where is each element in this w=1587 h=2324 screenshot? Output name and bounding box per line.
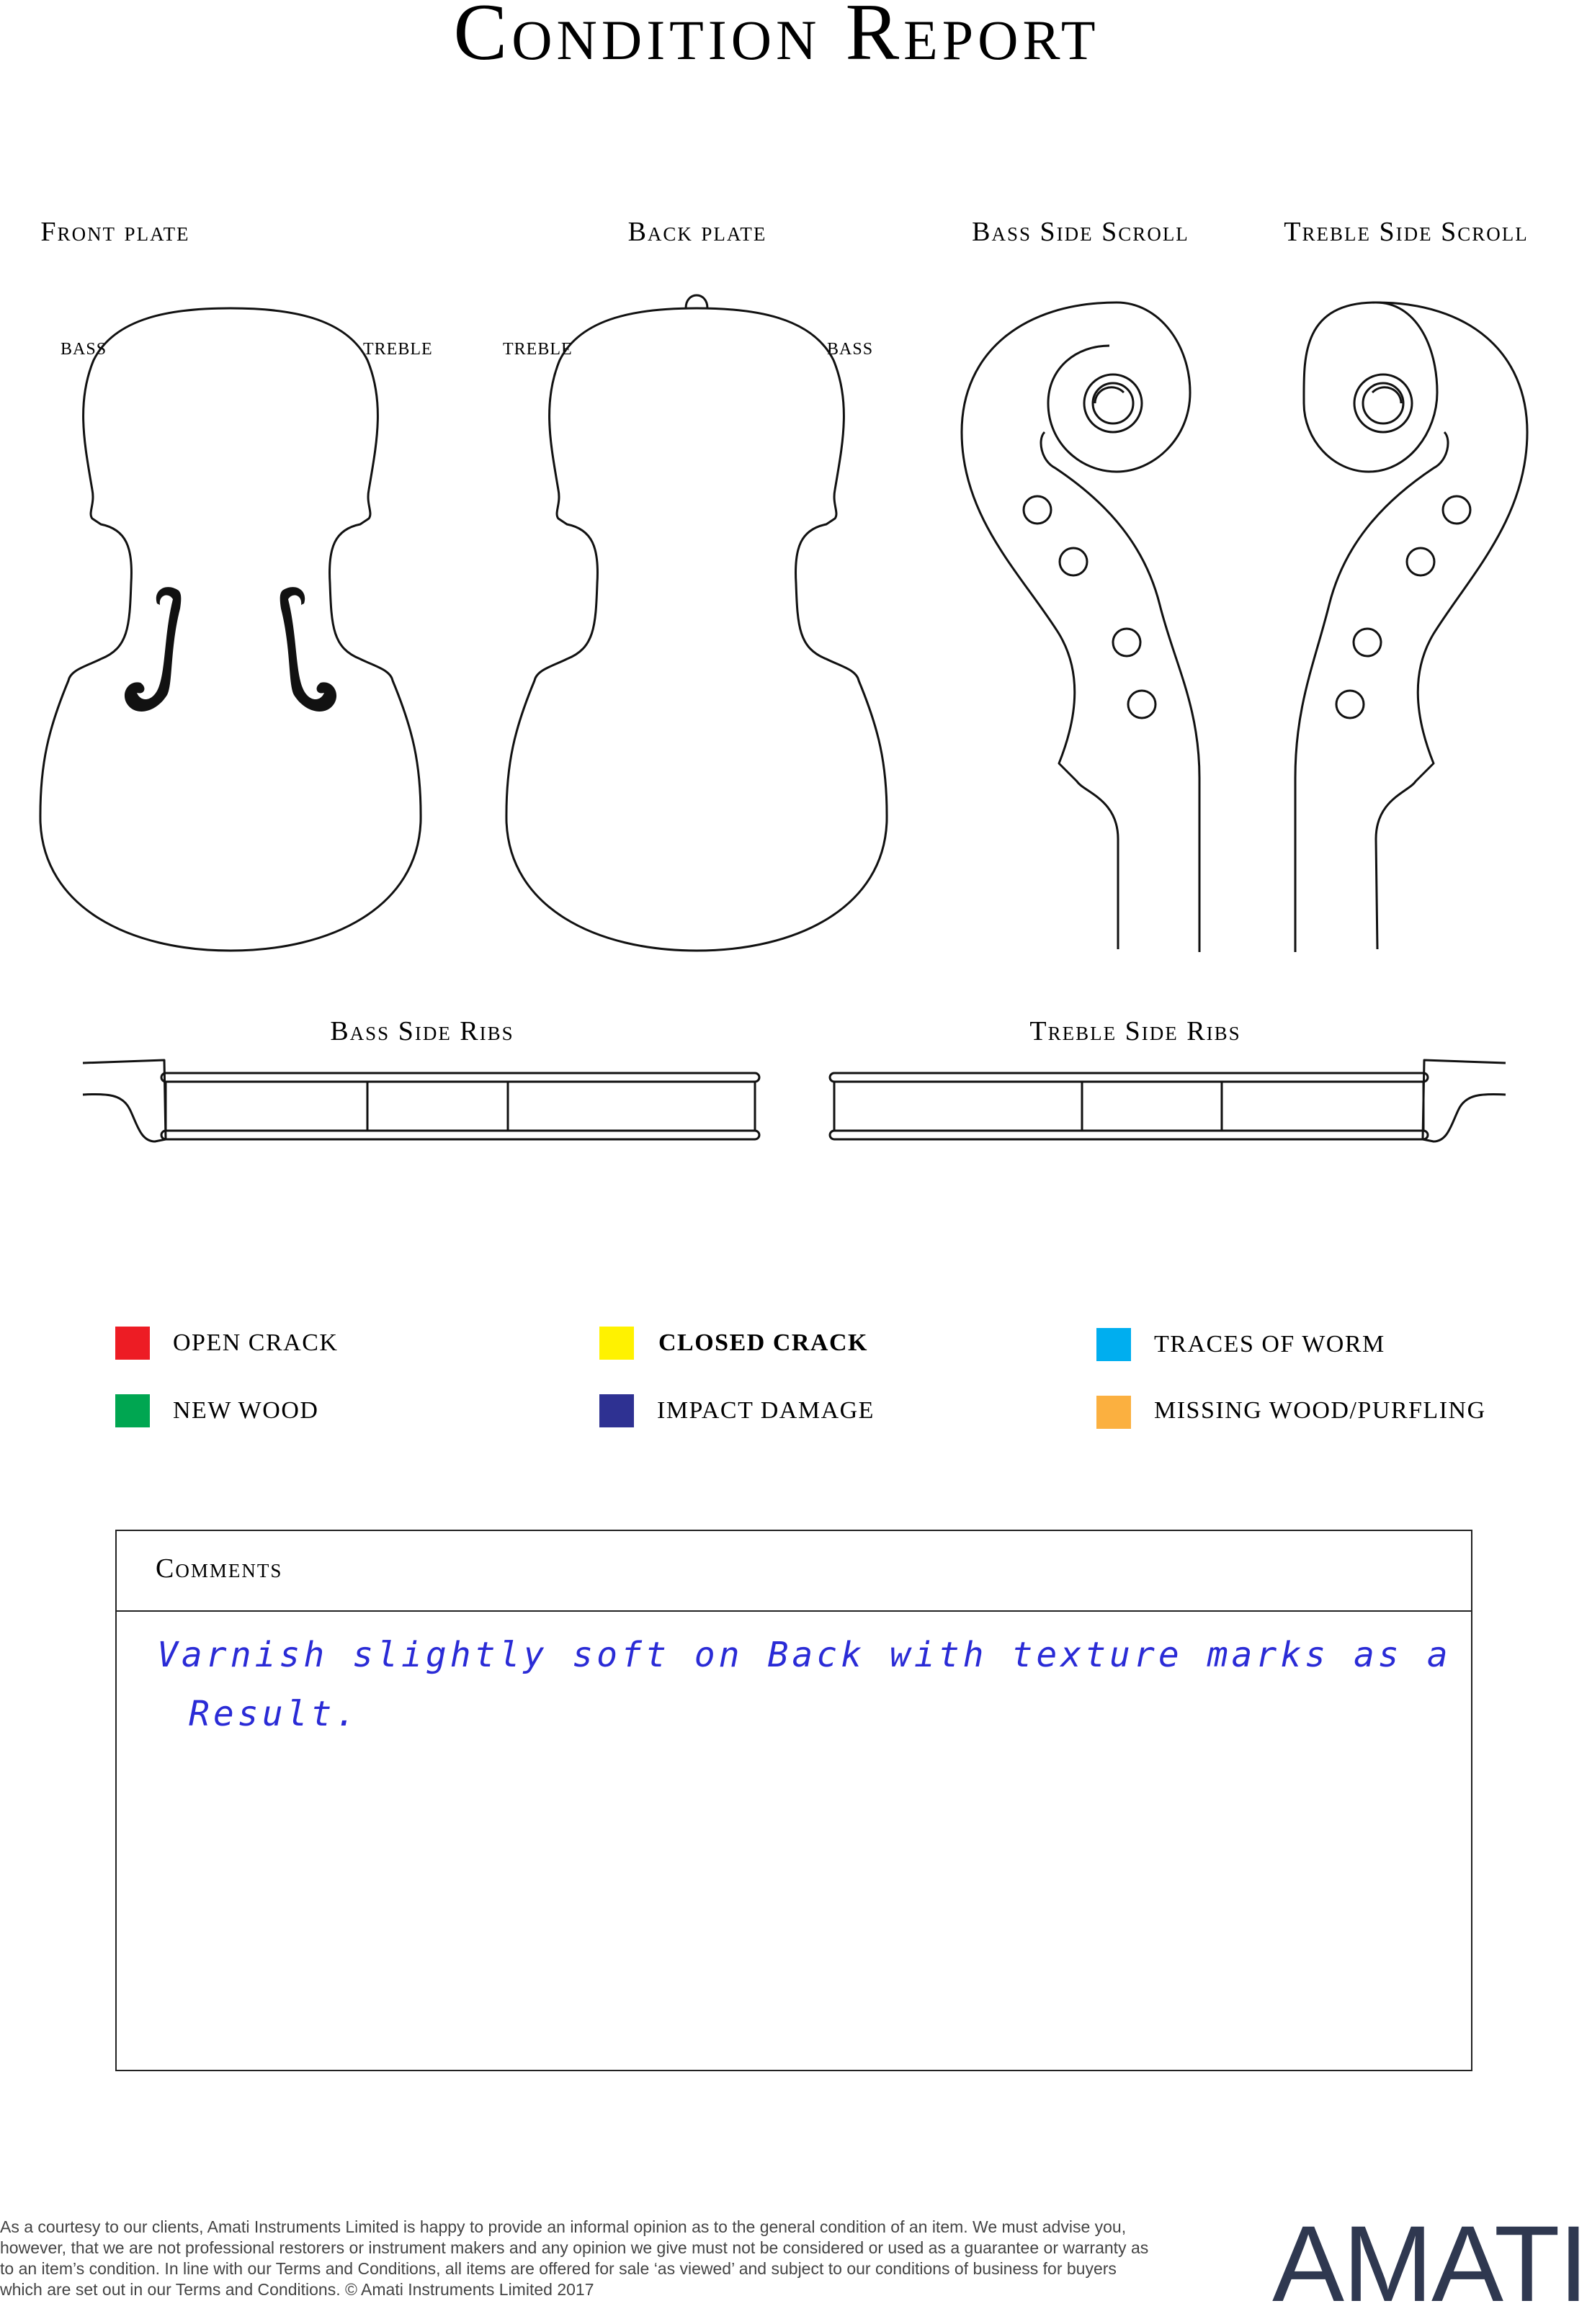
bass-ribs-outline: [83, 1060, 166, 1141]
f-holes: [125, 587, 336, 712]
instrument-outline-drawings: [0, 0, 1553, 1167]
legend-swatch-closed-crack: [599, 1327, 634, 1360]
legend-swatch-new-wood: [115, 1394, 150, 1427]
front-plate-heading: Front plate: [40, 217, 190, 247]
comments-header: [117, 1531, 1471, 1612]
back-plate-heading: Back plate: [627, 217, 767, 247]
comments-box: [115, 1530, 1472, 2071]
bass-side-scroll-heading: Bass Side Scroll: [972, 217, 1189, 247]
f-hole-bass: [125, 587, 181, 712]
treble-side-scroll-heading: Treble Side Scroll: [1284, 217, 1529, 247]
legend-label-impact-damage: IMPACT DAMAGE: [657, 1397, 875, 1424]
back-button: [686, 295, 707, 308]
footer-disclaimer: As a courtesy to our clients, Amati Instruments Limited is happy to provide an informal opinion as to the general condition of an item. We must advise you, however, that we are not professional restorers or instrument makers and any opinion we give must not be considered or used as a guarantee or warranty as to an item’s condition. In line with our Terms and Conditions, all items are offered for sale ‘as viewed’ and subject to our conditions of business for buyers which are set out in our Terms and Conditions. © Amati Instruments Limited 2017: [0, 2217, 1149, 2299]
legend-swatch-impact-damage: [599, 1394, 634, 1427]
front-treble-label: TREBLE: [363, 340, 433, 359]
back-treble-label: TREBLE: [503, 340, 573, 359]
legend-swatch-open-crack: [115, 1327, 150, 1360]
front-bass-label: BASS: [61, 340, 107, 359]
amati-logo: AMATI: [1272, 2203, 1587, 2324]
legend-swatch-missing-wood: [1096, 1396, 1131, 1429]
comment-handwriting-line-2: Result.: [189, 1694, 360, 1734]
back-plate-outline: [506, 308, 887, 951]
treble-ribs-outline: [1423, 1060, 1506, 1141]
legend-label-open-crack: OPEN CRACK: [173, 1329, 339, 1356]
comments-title: Comments: [156, 1553, 283, 1584]
legend-label-traces-of-worm: TRACES OF WORM: [1154, 1331, 1385, 1358]
front-plate-outline: [40, 308, 421, 951]
treble-side-ribs-heading: Treble Side Ribs: [1029, 1016, 1241, 1046]
legend-swatch-traces-of-worm: [1096, 1328, 1131, 1361]
page-title: Condition Report: [453, 0, 1100, 77]
legend-label-closed-crack: CLOSED CRACK: [658, 1329, 868, 1356]
back-bass-label: BASS: [827, 340, 874, 359]
legend-label-missing-wood: MISSING WOOD/PURFLING: [1154, 1397, 1486, 1424]
comment-handwriting-line-1: Varnish slightly soft on Back with texture marks as a: [157, 1635, 1452, 1675]
f-hole-treble: [280, 587, 336, 712]
bass-side-ribs-heading: Bass Side Ribs: [330, 1016, 514, 1046]
legend-label-new-wood: NEW WOOD: [173, 1397, 319, 1424]
